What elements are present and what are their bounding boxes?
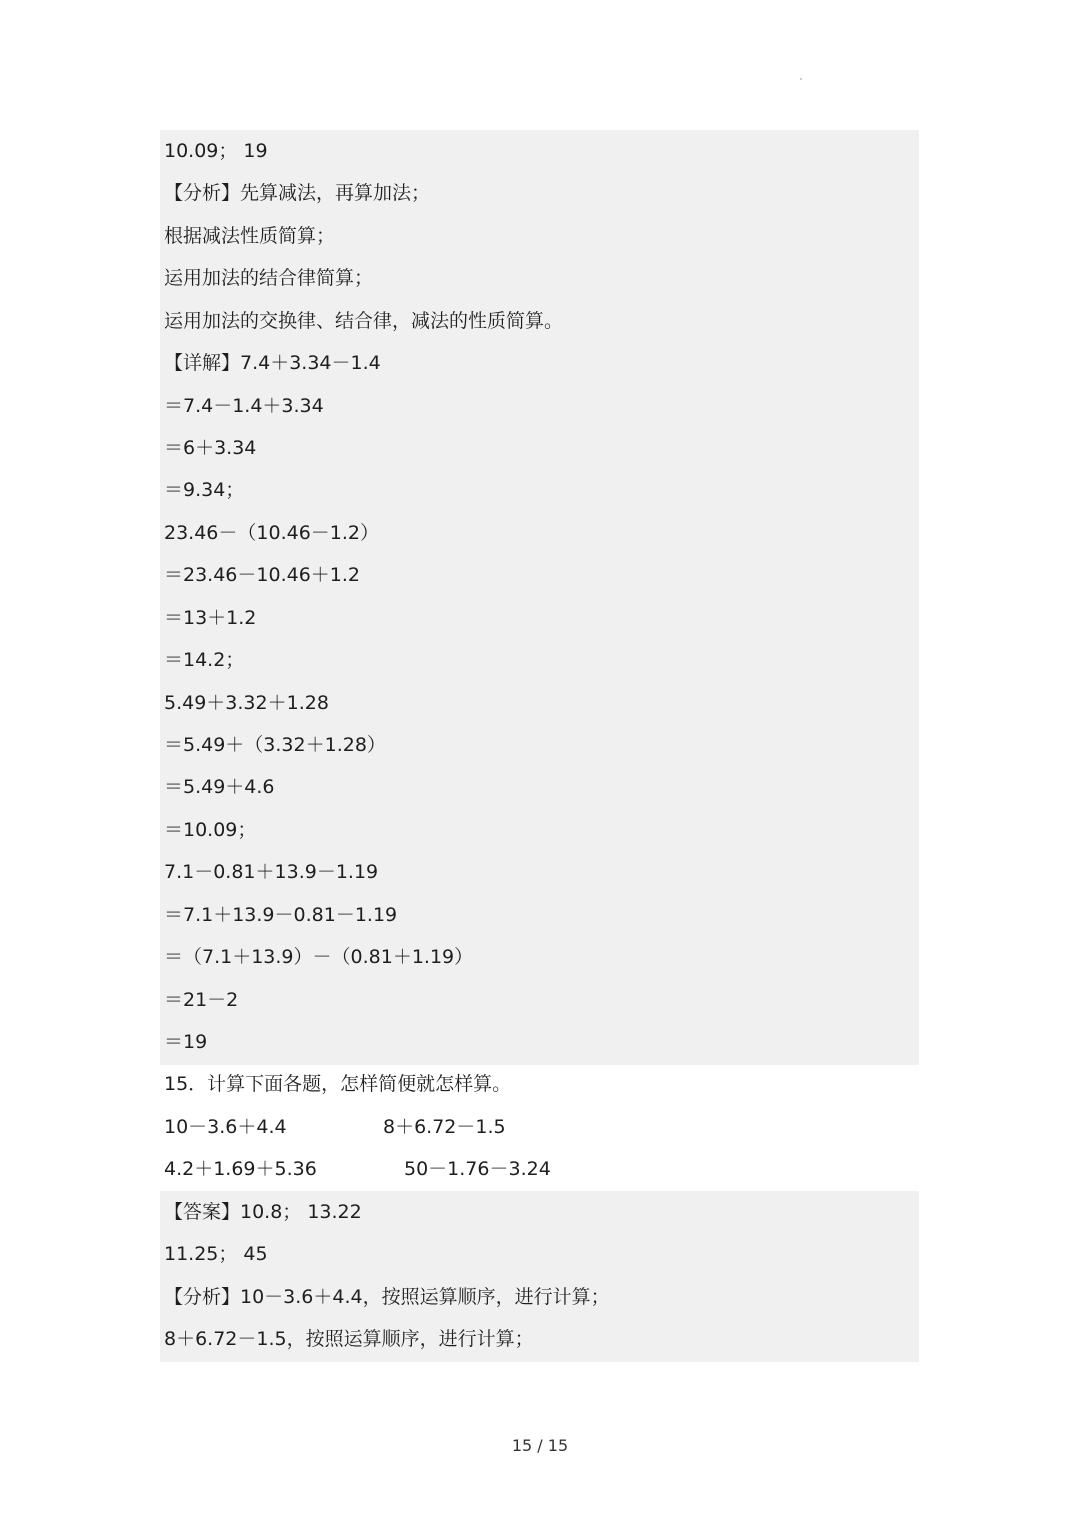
- scan-speck: [800, 78, 802, 80]
- answer-line: 11.25； 45: [164, 1243, 268, 1265]
- calc-step: 7.1－0.81＋13.9－1.19: [164, 861, 379, 883]
- question-expression: 10－3.6＋4.4: [164, 1116, 287, 1138]
- calc-step: ＝10.09；: [164, 819, 257, 841]
- calc-step: 5.49＋3.32＋1.28: [164, 692, 329, 714]
- analysis-line: 运用加法的交换律、结合律，减法的性质简算。: [164, 310, 564, 332]
- detail-line: 【详解】7.4＋3.34－1.4: [164, 352, 381, 374]
- calc-step: ＝5.49＋（3.32＋1.28）: [164, 734, 386, 756]
- analysis-line: 【分析】先算减法，再算加法；: [164, 182, 431, 204]
- calc-step: ＝13＋1.2: [164, 607, 257, 629]
- page-number: 15 / 15: [511, 1436, 569, 1455]
- answer-line: 10.09； 19: [164, 140, 268, 162]
- calc-step: ＝9.34；: [164, 479, 245, 501]
- calc-step: ＝6＋3.34: [164, 437, 257, 459]
- analysis-line: 8＋6.72－1.5，按照运算顺序，进行计算；: [164, 1328, 534, 1350]
- calc-step: 23.46－（10.46－1.2）: [164, 522, 380, 544]
- calc-step: ＝14.2；: [164, 649, 245, 671]
- question-expression: 4.2＋1.69＋5.36: [164, 1158, 317, 1180]
- question-expression: 8＋6.72－1.5: [383, 1116, 506, 1138]
- calc-step: ＝7.4－1.4＋3.34: [164, 395, 324, 417]
- calc-step: ＝7.1＋13.9－0.81－1.19: [164, 904, 398, 926]
- calc-step: ＝23.46－10.46＋1.2: [164, 564, 361, 586]
- analysis-line: 【分析】10－3.6＋4.4，按照运算顺序，进行计算；: [164, 1286, 610, 1308]
- analysis-line: 根据减法性质简算；: [164, 225, 336, 247]
- calc-step: ＝（7.1＋13.9）－（0.81＋1.19）: [164, 946, 474, 968]
- calc-step: ＝21－2: [164, 989, 239, 1011]
- analysis-line: 运用加法的结合律简算；: [164, 267, 374, 289]
- answer-line: 【答案】10.8； 13.22: [164, 1201, 362, 1223]
- question-title: 15．计算下面各题，怎样简便就怎样算。: [164, 1073, 512, 1095]
- question-expression: 50－1.76－3.24: [404, 1158, 551, 1180]
- calc-step: ＝5.49＋4.6: [164, 776, 275, 798]
- calc-step: ＝19: [164, 1031, 208, 1053]
